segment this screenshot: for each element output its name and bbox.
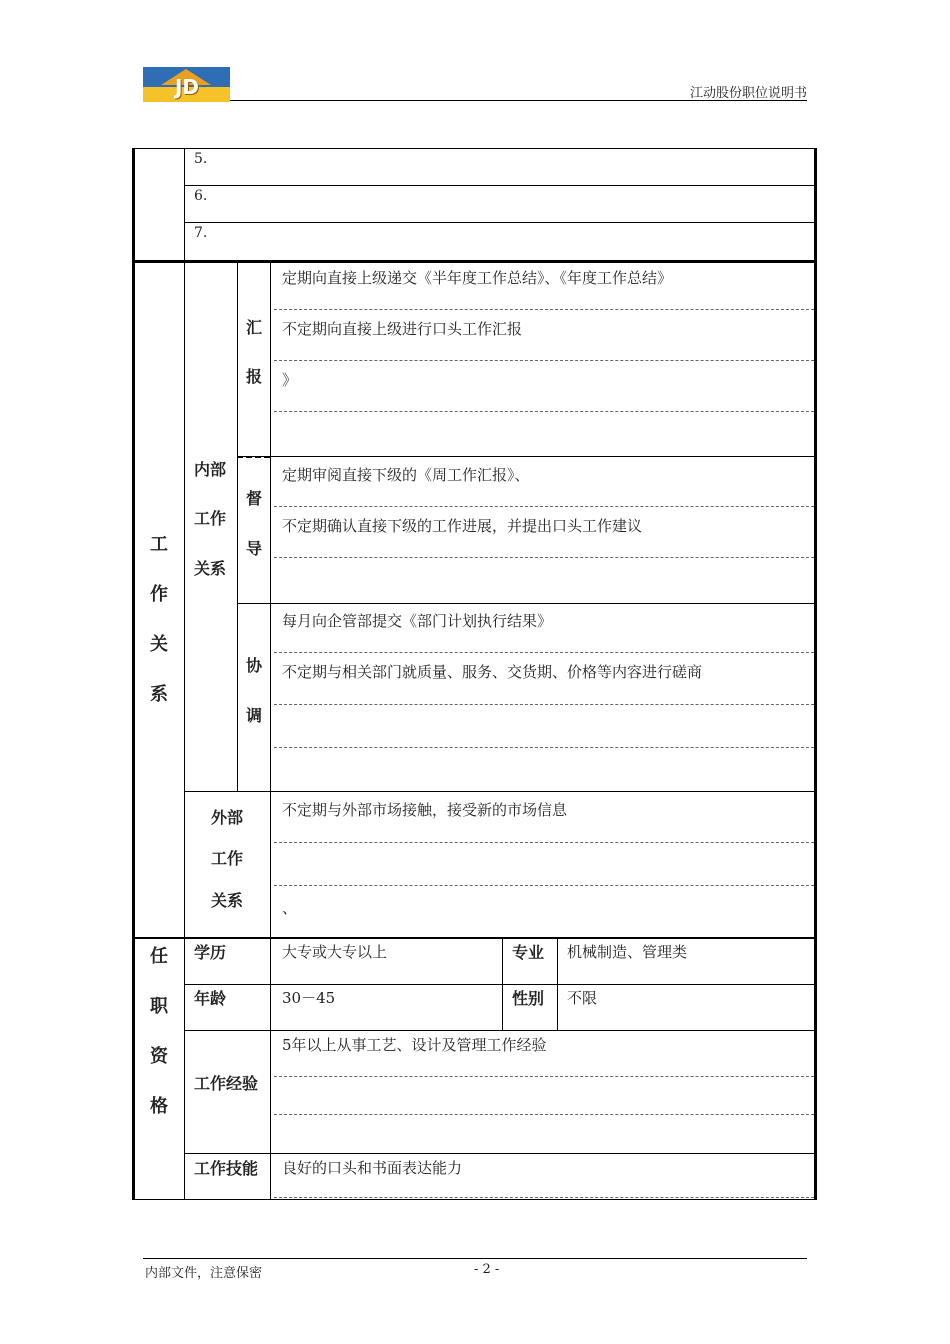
dashed-line	[274, 1114, 814, 1115]
column-divider	[270, 260, 271, 1200]
major-label: 专业	[512, 943, 545, 962]
row-line	[184, 185, 816, 186]
column-divider	[184, 148, 185, 1200]
report-label-char: 报	[246, 367, 263, 386]
report-label-char: 汇	[246, 318, 263, 337]
coordinate-line: 不定期与相关部门就质量、服务、交货期、价格等内容进行磋商	[282, 663, 703, 681]
table-left-border	[132, 148, 135, 1200]
row-line	[184, 1030, 816, 1031]
dashed-line	[274, 704, 814, 705]
education-label: 学历	[194, 943, 227, 962]
section-title-char: 格	[150, 1096, 168, 1117]
experience-label: 工作经验	[194, 1074, 259, 1093]
supervise-line: 不定期确认直接下级的工作进展，并提出口头工作建议	[282, 517, 643, 535]
skills-value: 良好的口头和书面表达能力	[282, 1159, 463, 1177]
row-line	[184, 984, 816, 985]
dashed-line	[274, 309, 814, 310]
dashed-line	[274, 1076, 814, 1077]
internal-label: 工作	[194, 509, 227, 528]
coordinate-line: 每月向企管部提交《部门计划执行结果》	[282, 612, 553, 630]
document-title: 江动股份职位说明书	[689, 86, 807, 101]
table-right-border	[814, 148, 817, 1200]
dashed-line	[274, 360, 814, 361]
page-number: - 2 -	[474, 1262, 500, 1277]
supervise-label-char: 导	[246, 539, 263, 558]
footer-rule	[143, 1258, 807, 1259]
external-line: 不定期与外部市场接触，接受新的市场信息	[282, 801, 568, 819]
external-label: 工作	[211, 849, 244, 868]
row-number: 7.	[194, 225, 208, 241]
dashed-line	[274, 652, 814, 653]
table-bottom-border	[132, 1199, 817, 1200]
internal-label: 内部	[194, 460, 227, 479]
report-line: 》	[282, 371, 298, 389]
row-line	[184, 1153, 816, 1154]
age-value: 30－45	[282, 989, 336, 1007]
section-title-char: 资	[150, 1046, 168, 1067]
row-line	[237, 603, 816, 604]
supervise-label-char: 督	[246, 489, 263, 508]
column-divider	[237, 260, 238, 792]
section-title-char: 系	[150, 684, 168, 705]
dashed-line	[274, 557, 814, 558]
coordinate-label-char: 协	[246, 656, 263, 675]
dashed-line	[274, 747, 814, 748]
experience-line: 5年以上从事工艺、设计及管理工作经验	[282, 1036, 547, 1054]
section-title-char: 工	[150, 534, 168, 555]
section-divider	[132, 260, 817, 263]
section-divider	[132, 937, 817, 939]
section-title-char: 关	[150, 634, 168, 655]
section-title-char: 任	[150, 946, 168, 967]
row-line	[184, 222, 816, 223]
row-line	[184, 791, 816, 792]
gender-label: 性别	[512, 989, 545, 1008]
gender-value: 不限	[567, 989, 598, 1007]
external-label: 外部	[211, 808, 244, 827]
skills-label: 工作技能	[194, 1159, 259, 1178]
table-top-border	[132, 148, 817, 149]
dashed-line	[274, 1197, 814, 1198]
section-title-char: 职	[150, 996, 168, 1017]
logo-text: JD	[174, 75, 200, 99]
confidential-note: 内部文件，注意保密	[145, 1266, 263, 1281]
dashed-line	[274, 506, 814, 507]
row-number: 5.	[194, 151, 208, 167]
age-label: 年龄	[194, 989, 227, 1008]
section-title-char: 作	[150, 584, 168, 605]
coordinate-label-char: 调	[246, 706, 263, 725]
row-line	[237, 456, 270, 458]
major-value: 机械制造、管理类	[567, 943, 688, 961]
row-number: 6.	[194, 188, 208, 204]
report-line: 不定期向直接上级进行口头工作汇报	[282, 320, 523, 338]
external-line: 、	[282, 899, 298, 917]
education-value: 大专或大专以上	[282, 943, 388, 961]
report-line: 定期向直接上级递交《半年度工作总结》、《年度工作总结》	[282, 269, 673, 287]
dashed-line	[274, 885, 814, 886]
supervise-line: 定期审阅直接下级的《周工作汇报》、	[282, 466, 530, 484]
company-logo	[143, 67, 230, 102]
dashed-line	[274, 411, 814, 412]
internal-label: 关系	[194, 559, 227, 578]
external-label: 关系	[211, 891, 244, 910]
dashed-line	[274, 842, 814, 843]
row-line	[237, 456, 816, 457]
